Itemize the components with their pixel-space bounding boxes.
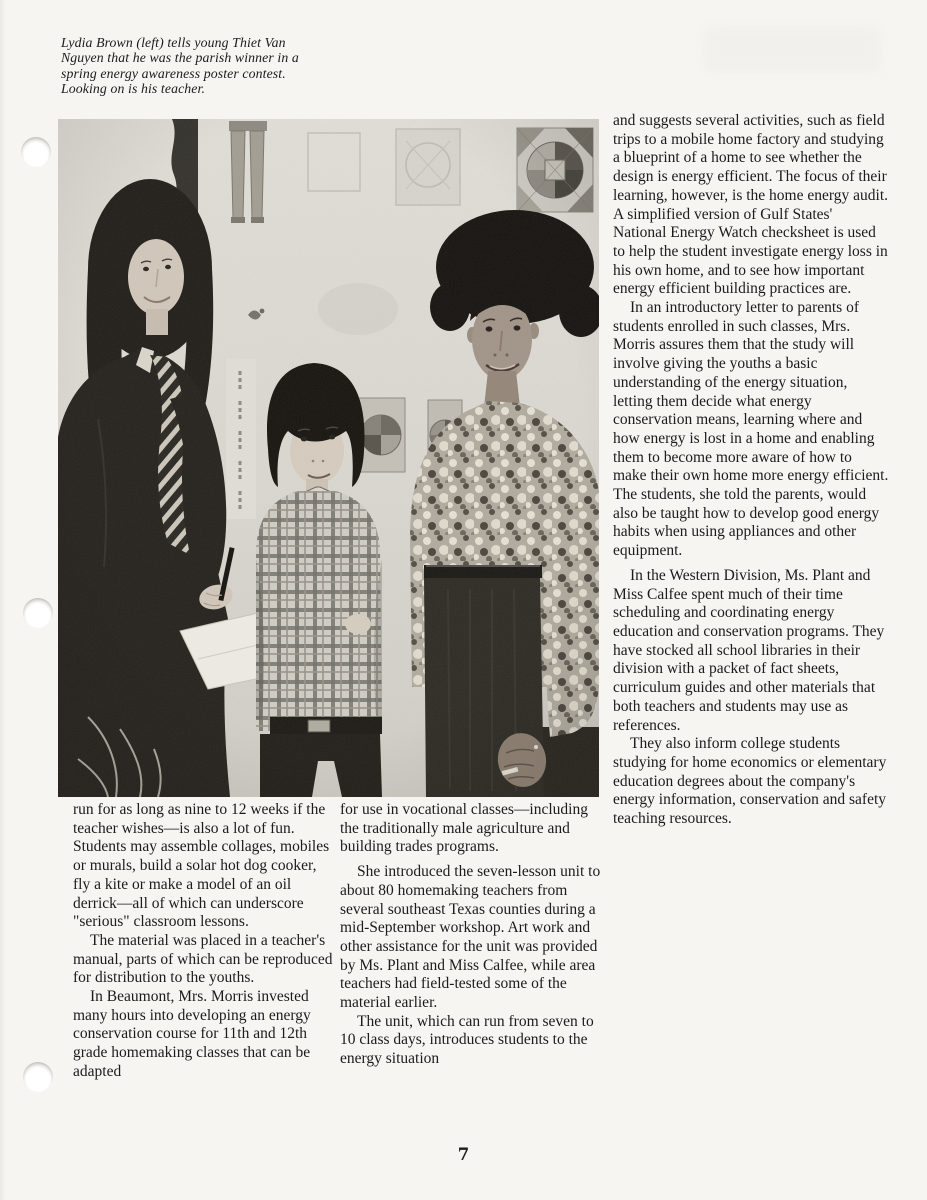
classroom-photograph <box>58 119 599 797</box>
paragraph: The unit, which can run from seven to 10 class days, introduces students to the energy situation <box>340 1012 594 1068</box>
paragraph: for use in vocational classes—including the traditionally male agriculture and building trades programs. <box>340 801 588 856</box>
page-number: 7 <box>457 1145 470 1164</box>
paragraph: She introduced the seven-lesson unit to about 80 homemaking teachers from several southeast Texas counties during a mid-September workshop. Art work and other assistance for the unit was provided by Ms. Plant and Miss Calfee, while area teachers had field-tested some of the material earlier. <box>340 863 601 1012</box>
paragraph: In an introductory letter to parents of students enrolled in such classes, Mrs. Morris assures them that the study will involve giving the youths a basic understanding of the energy situation, letting them decide what energy conservation means, learning where and how energy is lost in a home and enabling them to become more aware of how to make their own home more energy efficient. The students, she told the parents, would also be taught how to develop good energy habits when using appliances and other equipment. <box>613 299 889 560</box>
text-column-left <box>73 801 333 1082</box>
ink-bleed-through <box>702 26 882 74</box>
paragraph: run for as long as nine to 12 weeks if the teacher wishes—is also a lot of fun. Students may assemble collages, mobiles or murals, build a solar hot dog cooker, fly a kite or make a model of an oil derrick—all of which can underscore "serious" classroom lessons. <box>73 801 330 931</box>
text-column-right <box>613 112 889 829</box>
scan-edge-shadow <box>0 0 6 1200</box>
photo-caption: Lydia Brown (left) tells young Thiet Van Nguyen that he was the parish winner in a spring energy awareness poster contest. Looking on is his teacher. <box>61 35 299 97</box>
hole-punch <box>23 598 53 628</box>
photo-grain <box>58 119 599 797</box>
paragraph: In the Western Division, Ms. Plant and Miss Calfee spent much of their time scheduling and coordinating energy education and conservation programs. They have stocked all school libraries in their division with a packet of fact sheets, curriculum guides and other materials that both teachers and students may use as references. <box>613 566 885 734</box>
paragraph: In Beaumont, Mrs. Morris invested many hours into developing an energy conservation course for 11th and 12th grade homemaking classes that can be adapted <box>73 988 311 1080</box>
hole-punch <box>23 1062 53 1092</box>
paragraph: The material was placed in a teacher's manual, parts of which can be reproduced for distribution to the youths. <box>73 931 333 987</box>
text-column-middle <box>340 801 603 1069</box>
paragraph: They also inform college students studying for home economics or elementary education degrees about the company's energy information, conservation and safety teaching resources. <box>613 735 887 828</box>
paragraph: and suggests several activities, such as field trips to a mobile home factory and studying a blueprint of a home to see whether the design is energy efficient. The focus of their learning, however, is the home energy audit. A simplified version of Gulf States' National Energy Watch checksheet is used to help the student investigate energy loss in his own home, and to see how important energy efficient building practices are. <box>613 112 888 298</box>
hole-punch <box>21 137 51 167</box>
